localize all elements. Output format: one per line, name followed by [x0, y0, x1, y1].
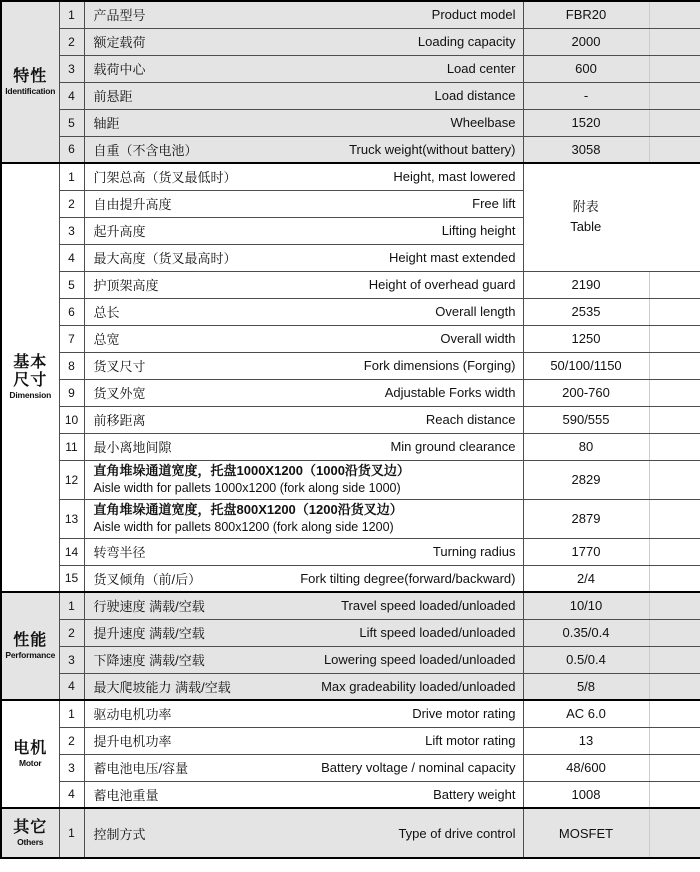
row-label-text — [94, 32, 516, 51]
value-cell: 80 — [523, 433, 649, 460]
row-label-en: Truck weight(without battery) — [349, 141, 516, 157]
value-cell: 1770 — [523, 538, 649, 565]
section-title-cn — [3, 632, 58, 650]
row-label-en: Aisle width for pallets 1000x1200 (fork along side 1000) — [93, 480, 401, 495]
row-label-cn: 自由提升高度 — [93, 197, 172, 212]
row-label — [84, 646, 523, 673]
row-number: 5 — [59, 271, 84, 298]
row-label-cn: 行驶速度 满载/空载 — [93, 599, 205, 615]
row-label — [84, 619, 523, 646]
row-label-en: Lifting height — [441, 223, 516, 238]
value-extra-cell — [649, 379, 700, 406]
row-label — [84, 406, 523, 433]
value-cell: 2879 — [523, 499, 649, 538]
value-extra-cell — [649, 700, 700, 727]
section-header-performance — [1, 592, 59, 700]
row-label-cn: 起升高度 — [93, 224, 146, 239]
row-number: 10 — [59, 406, 84, 433]
value-cell: - — [523, 82, 649, 109]
value-extra-cell — [649, 619, 700, 646]
section-header-others — [1, 808, 59, 858]
value-extra-cell — [649, 499, 700, 538]
value-cell: 2535 — [523, 298, 649, 325]
table-row — [1, 808, 700, 858]
row-number: 2 — [59, 727, 84, 754]
section-title-en: Motor — [18, 757, 42, 768]
value-extra-cell — [649, 565, 700, 592]
value-extra-cell — [649, 109, 700, 136]
row-label-en: Load center — [446, 61, 516, 76]
section-title-cn-line: 尺寸 — [13, 372, 48, 390]
row-label-en: Travel speed loaded/unloaded — [341, 598, 516, 614]
row-label — [84, 808, 523, 858]
row-label — [84, 379, 523, 406]
table-row — [1, 55, 700, 82]
row-label-cn: 护顶架高度 — [93, 278, 159, 293]
table-row — [1, 379, 700, 406]
row-label-text — [94, 275, 516, 294]
row-label — [84, 781, 523, 808]
table-row — [1, 646, 700, 673]
table-row — [1, 433, 700, 460]
value-extra-cell — [649, 646, 700, 673]
row-label-cn: 转弯半径 — [93, 545, 146, 560]
row-label-cn: 最大高度（货叉最高时） — [93, 251, 237, 266]
value-cell: 200-760 — [523, 379, 649, 406]
row-label-text — [94, 623, 516, 642]
row-label-en: Free lift — [472, 196, 516, 211]
row-label-en: Wheelbase — [450, 115, 516, 130]
table-row — [1, 781, 700, 808]
row-number: 2 — [59, 619, 84, 646]
row-label — [84, 352, 523, 379]
table-row — [1, 499, 700, 538]
row-number: 4 — [59, 781, 84, 808]
row-number: 2 — [59, 190, 84, 217]
section-title-en: Identification — [5, 85, 56, 96]
row-label-cn: 自重（不含电池） — [93, 142, 198, 158]
row-label-en: Lowering speed loaded/unloaded — [323, 652, 516, 667]
value-extra-cell — [649, 673, 700, 700]
value-extra-cell — [649, 271, 700, 298]
row-label-en: Fork tilting degree(forward/backward) — [300, 570, 516, 586]
row-label-en: Aisle width for pallets 800x1200 (fork along side 1200) — [93, 519, 394, 534]
row-label — [84, 727, 523, 754]
row-number: 8 — [59, 352, 84, 379]
row-label-cn: 货叉尺寸 — [93, 359, 146, 374]
value-extra-cell — [649, 460, 700, 499]
row-label-en: Battery weight — [433, 786, 516, 802]
row-label — [84, 217, 523, 244]
row-number: 9 — [59, 379, 84, 406]
value-extra-cell — [649, 808, 700, 858]
value-cell: 600 — [523, 55, 649, 82]
row-label-en: Adjustable Forks width — [384, 385, 516, 400]
row-label — [84, 565, 523, 592]
row-label-en: Loading capacity — [417, 34, 516, 49]
row-number: 5 — [59, 109, 84, 136]
row-number: 6 — [59, 136, 84, 163]
value-extra-cell — [649, 781, 700, 808]
row-number: 1 — [59, 808, 84, 858]
row-label-text — [94, 302, 516, 321]
value-merged-line: 附表 — [572, 199, 599, 215]
row-number: 12 — [59, 460, 84, 499]
row-label-text — [94, 140, 516, 159]
value-cell: 1008 — [523, 781, 649, 808]
row-label-cn: 提升电机功率 — [93, 734, 172, 749]
row-label-en: Drive motor rating — [412, 706, 516, 722]
row-label-cn: 驱动电机功率 — [93, 707, 172, 723]
value-cell: 5/8 — [523, 673, 649, 700]
row-label-text — [94, 410, 516, 429]
section-title-cn-line: 电机 — [13, 739, 48, 757]
row-label-en: Min ground clearance — [390, 439, 516, 454]
row-number: 3 — [59, 217, 84, 244]
value-cell: 10/10 — [523, 592, 649, 619]
row-number: 1 — [59, 163, 84, 190]
row-label-text — [94, 461, 516, 498]
section-title-en: Dimension — [9, 390, 52, 401]
row-label — [84, 538, 523, 565]
row-label-text — [94, 437, 516, 456]
row-label — [84, 163, 523, 190]
value-cell: 2829 — [523, 460, 649, 499]
row-label-text — [94, 329, 516, 348]
value-cell: 13 — [523, 727, 649, 754]
value-extra-cell — [649, 538, 700, 565]
row-label-en: Fork dimensions (Forging) — [363, 358, 516, 373]
row-label — [84, 1, 523, 28]
section-title-cn-line: 特性 — [13, 67, 48, 85]
row-label-cn: 下降速度 满载/空载 — [93, 653, 205, 668]
value-extra-cell — [649, 352, 700, 379]
section-header-identification — [1, 1, 59, 163]
row-label — [84, 244, 523, 271]
row-label-text — [94, 569, 516, 588]
row-number: 3 — [59, 646, 84, 673]
row-label-text — [94, 596, 516, 615]
row-label-en: Lift motor rating — [425, 733, 516, 748]
row-label — [84, 499, 523, 538]
row-label-text — [94, 500, 516, 537]
table-row — [1, 1, 700, 28]
section-title-cn-line: 性能 — [13, 631, 48, 649]
row-number: 11 — [59, 433, 84, 460]
table-row — [1, 754, 700, 781]
row-label-text — [94, 758, 516, 777]
value-extra-cell — [649, 298, 700, 325]
value-extra-cell — [649, 325, 700, 352]
value-cell: MOSFET — [523, 808, 649, 858]
row-label-en: Product model — [431, 7, 516, 23]
row-label — [84, 325, 523, 352]
value-extra-cell — [649, 406, 700, 433]
table-row — [1, 673, 700, 700]
row-label-cn: 直角堆垛通道宽度，托盘800X1200（1200沿货叉边） — [93, 502, 403, 518]
row-label-en: Load distance — [434, 88, 516, 103]
row-label — [84, 433, 523, 460]
row-label-text — [94, 59, 516, 78]
row-number: 7 — [59, 325, 84, 352]
value-cell: FBR20 — [523, 1, 649, 28]
row-label-text — [94, 785, 516, 804]
row-label-en: Type of drive control — [398, 825, 516, 841]
value-cell: AC 6.0 — [523, 700, 649, 727]
row-label-cn: 轴距 — [93, 116, 120, 131]
row-label-en: Height mast extended — [389, 250, 516, 265]
section-header-dimension — [1, 163, 59, 592]
table-row — [1, 28, 700, 55]
section-title-cn-line: 基本 — [13, 354, 48, 372]
value-extra-cell — [649, 592, 700, 619]
value-cell: 3058 — [523, 136, 649, 163]
value-extra-cell — [649, 727, 700, 754]
row-label-text — [94, 731, 516, 750]
row-number: 2 — [59, 28, 84, 55]
row-label — [84, 190, 523, 217]
row-label-cn: 最大爬坡能力 满载/空载 — [93, 679, 231, 695]
row-label-cn: 提升速度 满载/空载 — [93, 626, 205, 641]
row-label-text — [94, 824, 516, 843]
row-label-cn: 门架总高（货叉最低时） — [93, 170, 237, 186]
row-label-cn: 前悬距 — [93, 89, 133, 104]
row-label-en: Turning radius — [432, 544, 516, 559]
row-number: 4 — [59, 673, 84, 700]
row-label-cn: 产品型号 — [93, 8, 146, 24]
row-label-text — [94, 677, 516, 696]
table-row — [1, 136, 700, 163]
row-label-text — [94, 383, 516, 402]
value-cell: 1520 — [523, 109, 649, 136]
row-label-text — [94, 194, 516, 213]
row-label-cn: 额定载荷 — [93, 35, 146, 50]
value-cell: 590/555 — [523, 406, 649, 433]
table-row — [1, 406, 700, 433]
row-label-en: Height of overhead guard — [368, 277, 516, 292]
row-label-cn: 总宽 — [93, 332, 120, 347]
row-number: 3 — [59, 55, 84, 82]
row-label-en: Overall width — [440, 331, 516, 346]
row-label — [84, 55, 523, 82]
table-row — [1, 565, 700, 592]
row-label-text — [94, 356, 516, 375]
row-label — [84, 298, 523, 325]
value-cell: 0.5/0.4 — [523, 646, 649, 673]
value-cell: 0.35/0.4 — [523, 619, 649, 646]
table-row — [1, 109, 700, 136]
row-label-cn: 总长 — [93, 305, 120, 320]
row-number: 1 — [59, 1, 84, 28]
row-label-text — [94, 650, 516, 669]
value-cell: 48/600 — [523, 754, 649, 781]
value-merged-line: Table — [570, 219, 602, 235]
table-row — [1, 619, 700, 646]
value-extra-cell — [649, 1, 700, 28]
row-label-text — [94, 113, 516, 132]
table-row — [1, 82, 700, 109]
table-row — [1, 592, 700, 619]
row-label-text — [94, 221, 516, 240]
table-row — [1, 298, 700, 325]
row-label-en: Height, mast lowered — [393, 169, 516, 185]
row-label — [84, 754, 523, 781]
row-label — [84, 460, 523, 499]
section-title-cn — [3, 819, 58, 837]
section-title-cn — [3, 740, 58, 758]
table-row — [1, 271, 700, 298]
row-label-text — [94, 542, 516, 561]
row-label — [84, 109, 523, 136]
section-title-en: Others — [17, 836, 44, 847]
row-number: 15 — [59, 565, 84, 592]
row-label-text — [94, 248, 516, 267]
row-label — [84, 592, 523, 619]
row-label-text — [94, 704, 516, 723]
value-extra-cell — [649, 754, 700, 781]
value-cell: 2000 — [523, 28, 649, 55]
section-title-en: Performance — [5, 649, 56, 660]
row-number: 14 — [59, 538, 84, 565]
table-row — [1, 325, 700, 352]
row-label-cn: 控制方式 — [93, 826, 146, 842]
table-row — [1, 460, 700, 499]
row-label-en: Reach distance — [425, 412, 516, 427]
row-label-text — [94, 86, 516, 105]
row-number: 13 — [59, 499, 84, 538]
row-label-cn: 蓄电池重量 — [93, 787, 159, 803]
table-row — [1, 538, 700, 565]
row-label-cn: 货叉外宽 — [93, 386, 146, 401]
row-number: 3 — [59, 754, 84, 781]
row-label-cn: 前移距离 — [93, 413, 146, 428]
row-label-text — [94, 167, 516, 186]
row-number: 1 — [59, 700, 84, 727]
row-number: 6 — [59, 298, 84, 325]
table-row — [1, 700, 700, 727]
row-label-en: Overall length — [435, 304, 516, 319]
row-number: 4 — [59, 82, 84, 109]
row-label-cn: 载荷中心 — [93, 62, 146, 77]
row-label — [84, 700, 523, 727]
section-title-cn — [3, 354, 58, 390]
value-extra-cell — [649, 433, 700, 460]
row-label-cn: 蓄电池电压/容量 — [93, 761, 189, 776]
table-row — [1, 163, 700, 190]
row-label-en: Max gradeability loaded/unloaded — [321, 678, 516, 694]
row-label-en: Lift speed loaded/unloaded — [359, 625, 516, 640]
section-header-motor — [1, 700, 59, 808]
section-title-cn-line: 其它 — [13, 818, 48, 836]
row-label-text — [94, 5, 516, 24]
value-cell: 2/4 — [523, 565, 649, 592]
value-merged-cell — [523, 163, 700, 271]
value-cell: 1250 — [523, 325, 649, 352]
row-label — [84, 28, 523, 55]
table-row — [1, 727, 700, 754]
row-label — [84, 271, 523, 298]
value-extra-cell — [649, 28, 700, 55]
row-label-en: Battery voltage / nominal capacity — [321, 760, 516, 775]
row-label-cn: 最小离地间隙 — [93, 440, 172, 455]
row-label — [84, 82, 523, 109]
row-number: 4 — [59, 244, 84, 271]
section-title-cn — [3, 68, 58, 86]
value-extra-cell — [649, 82, 700, 109]
value-extra-cell — [649, 136, 700, 163]
table-row — [1, 352, 700, 379]
value-cell: 50/100/1150 — [523, 352, 649, 379]
row-number: 1 — [59, 592, 84, 619]
row-label — [84, 136, 523, 163]
row-label-cn: 货叉倾角（前/后） — [93, 571, 202, 587]
value-extra-cell — [649, 55, 700, 82]
row-label-cn: 直角堆垛通道宽度，托盘1000X1200（1000沿货叉边） — [93, 463, 410, 479]
value-cell: 2190 — [523, 271, 649, 298]
row-label — [84, 673, 523, 700]
